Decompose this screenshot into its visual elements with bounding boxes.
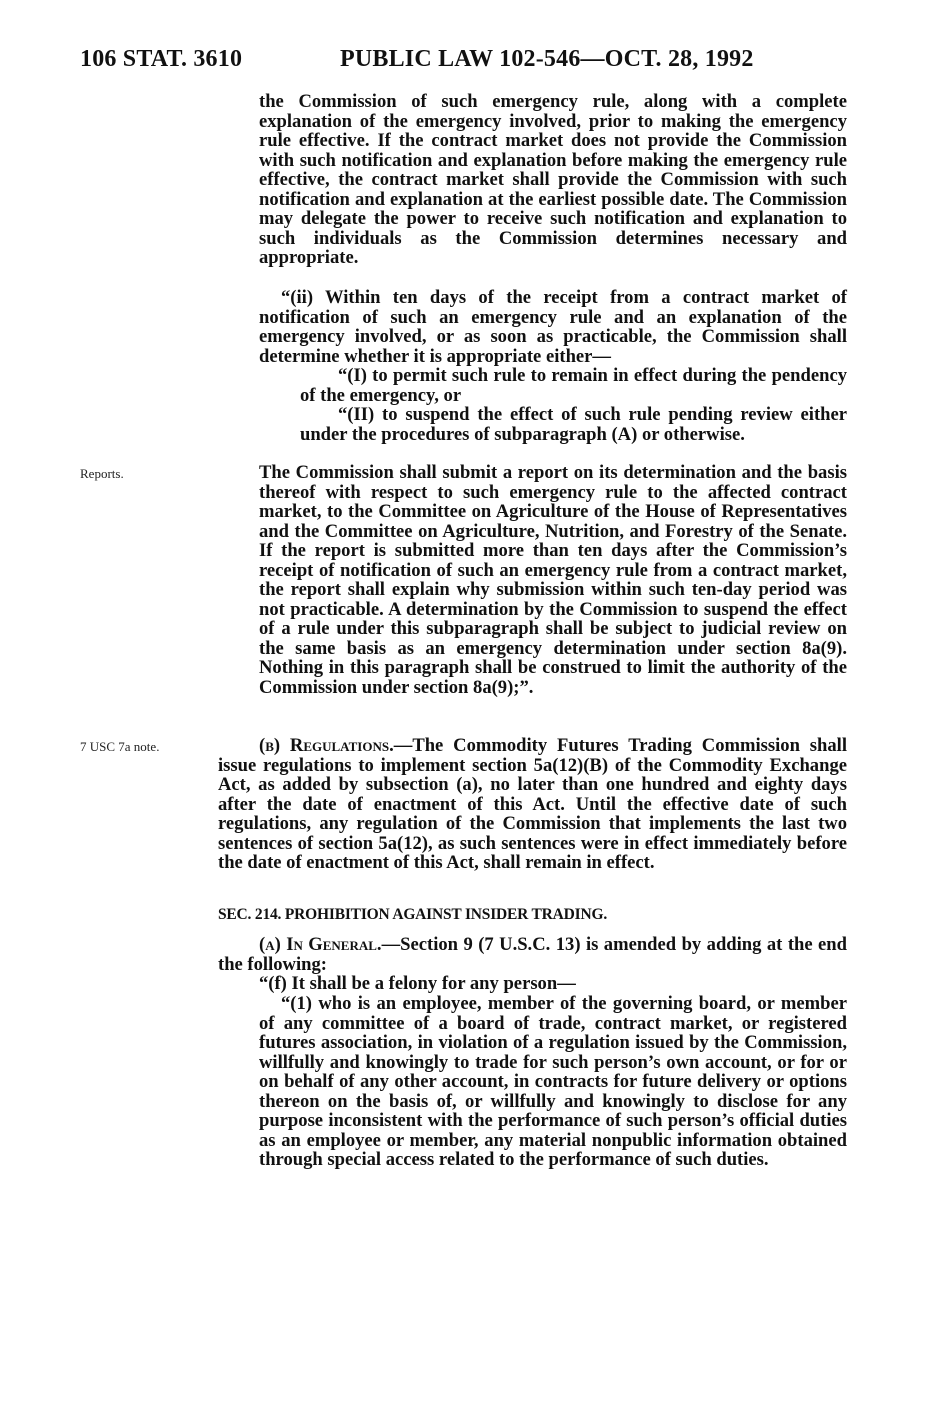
regulations-text: The Commodity Futures Trading Commission shall issue regulations to implement section 5a(12)(B) of the Commodity Exchange Act, as added by subsection (a), no later than one hundred and eighty days after the date of enactment of this Act. Until the effective date of such regulations, any regulation of the Commission that implements the last two sentences of section 5a(12), as such sentences were in effect immediately before the date of enactment of this Act, shall remain in effect. [218,735,847,873]
page-header [80,46,880,76]
paragraph-report: The Commission shall submit a report on its determination and the basis thereof with respect to such emergency rule to the affected contract market, to the Committee on Agriculture of the House of Representatives and the Committee on Agriculture, Nutrition, and Forestry of the Senate. If the report is submitted more than ten days after the Commission’s receipt of notification of such an emergency rule from a contract market, the report shall explain why submission within such ten-day period was not practicable. A determination by the Commission to suspend the effect of a rule under this subparagraph shall be subject to judicial review on the same basis as an emergency determination under section 8a(9). Nothing in this paragraph shall be construed to limit the authority of the Commission under section 8a(9);”. [259,462,847,698]
public-law-citation: PUBLIC LAW 102-546—OCT. 28, 1992 [340,46,754,72]
section-214-heading: SEC. 214. PROHIBITION AGAINST INSIDER TRADING. [218,906,608,923]
in-general-heading: (a) In General.— [259,934,401,955]
paragraph-II: “(II) to suspend the effect of such rule pending review either under the procedures of subparagraph (A) or otherwise. [300,404,847,445]
in-general-text: Section 9 (7 U.S.C. 13) is amended by adding at the end the following: [218,934,847,975]
margin-note-usc: 7 USC 7a note. [80,739,160,754]
paragraph-ii: “(ii) Within ten days of the receipt from a contract market of notification of such an emergency rule and an explanation of the emergency involved, or as soon as practicable, the Commission shall determine whether it is appropriate either— [259,287,847,367]
paragraph-I: “(I) to permit such rule to remain in effect during the pendency of the emergency, or [300,365,847,406]
paragraph-emergency-notice: the Commission of such emergency rule, along with a complete explanation of the emergency involved, prior to making the emergency rule effective. If the contract market does not provide the Commission with such notification and explanation before making the emergency rule effective, the contract market shall provide the Commission with such notification and explanation at the earliest possible date. The Commission may delegate the power to receive such notification and explanation to such individuals as the Commission determines necessary and appropriate. [259,91,847,268]
stat-page-number: 106 STAT. 3610 [80,46,243,72]
regulations-heading: (b) Regulations.— [259,735,413,756]
paragraph-f: “(f) It shall be a felony for any person— [259,973,576,994]
margin-note-reports: Reports. [80,466,124,481]
paragraph-in-general [218,935,847,974]
paragraph-regulations [218,736,847,873]
paragraph-1: “(1) who is an employee, member of the governing board, or member of any committee of a board of trade, contract market, or registered futures association, in violation of a regulation issued by the Commission, willfully and knowingly to trade for such person’s own account, or for or on behalf of any other account, in contracts for future delivery or options thereon on the basis of, or willfully and knowingly to disclose for any purpose inconsistent with the performance of such person’s official duties as an employee or member, any material nonpublic information obtained through special access related to the performance of such duties. [259,993,847,1170]
